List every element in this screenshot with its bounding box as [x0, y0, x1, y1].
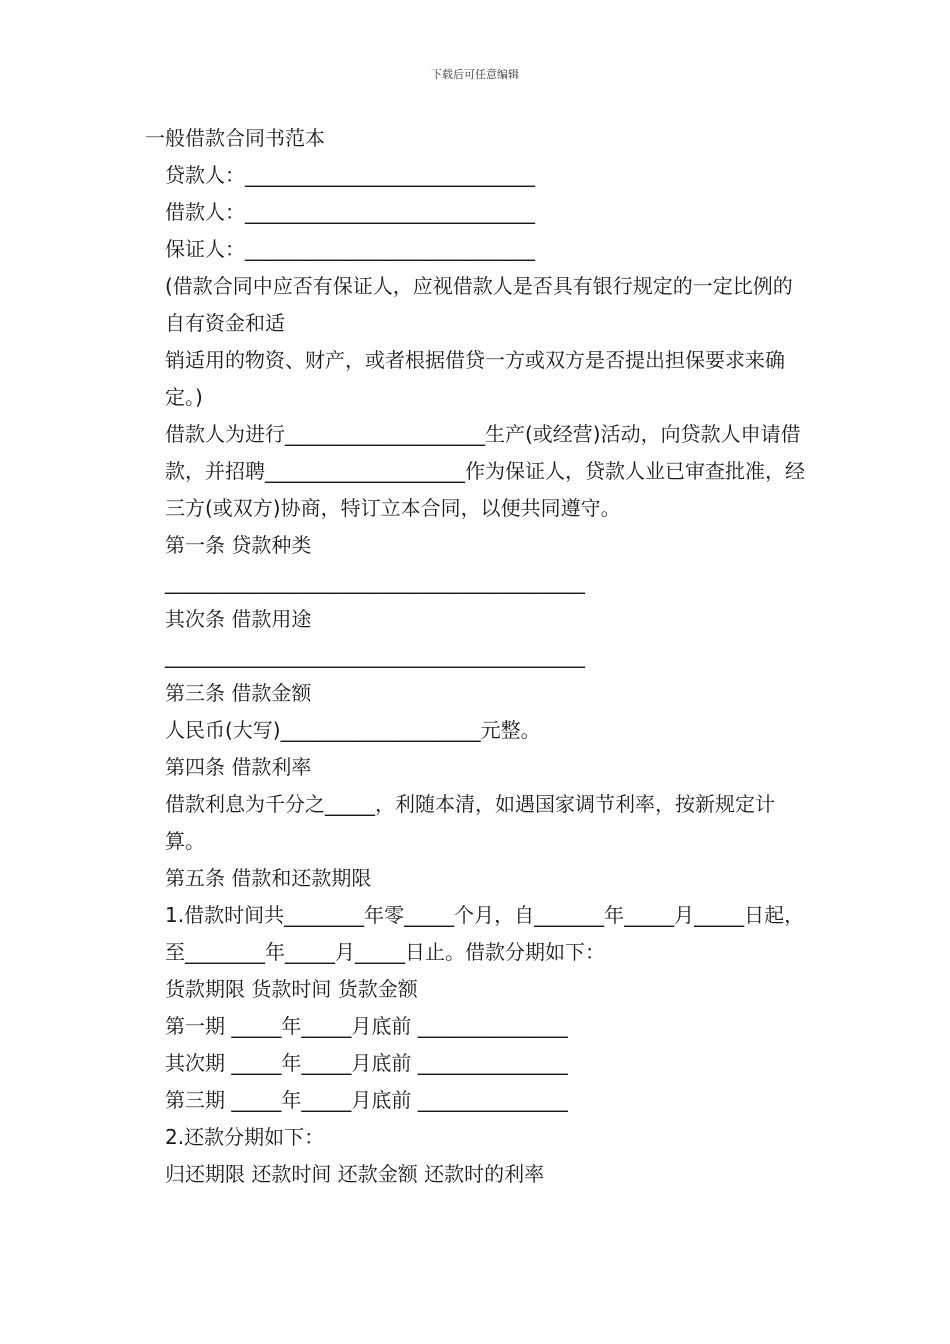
article-2-heading: 其次条 借款用途	[165, 607, 312, 631]
loan-period-paragraph: 1.借款时间共________年零_____个月，自_______年_____月_____日起，至________年_____月_____日止。借款分期如下：	[165, 903, 805, 964]
guarantor-note: (借款合同中应否有保证人，应视借款人是否具有银行规定的一定比例的自有资金和适	[165, 274, 793, 335]
document-title: 一般借款合同书范本	[145, 126, 325, 150]
article-2-blank: __________________________________________	[165, 644, 585, 668]
loan-schedule-row: 第三期 _____年_____月底前 _______________	[165, 1088, 568, 1112]
document-body	[145, 120, 810, 1193]
article-3-heading: 第三条 借款金额	[165, 681, 312, 705]
guarantor-note-cont: 销适用的物资、财产，或者根据借贷一方或双方是否提出担保要求来确定。)	[165, 348, 785, 409]
article-5-heading: 第五条 借款和还款期限	[165, 866, 372, 890]
loan-amount-line: 人民币(大写)____________________元整。	[165, 718, 541, 742]
article-1-heading: 第一条 贷款种类	[165, 533, 312, 557]
borrower-line: 借款人：_____________________________	[165, 200, 535, 224]
article-1-blank: __________________________________________	[165, 570, 585, 594]
preamble-paragraph: 借款人为进行____________________生产(或经营)活动，向贷款人申请借款，并招聘____________________作为保证人，贷款人业已审查批准，经三方(或双方)协商，特订立本合同，以便共同遵守。	[165, 422, 805, 520]
loan-schedule-row: 其次期 _____年_____月底前 _______________	[165, 1051, 568, 1075]
repayment-heading: 2.还款分期如下：	[165, 1125, 325, 1149]
repayment-schedule-header: 归还期限 还款时间 还款金额 还款时的利率	[165, 1162, 545, 1186]
lender-line: 贷款人：_____________________________	[165, 163, 535, 187]
page-header: 下载后可任意编辑	[431, 68, 519, 81]
interest-paragraph: 借款利息为千分之_____，利随本清，如遇国家调节利率，按新规定计算。	[165, 792, 775, 853]
guarantor-line: 保证人：_____________________________	[165, 237, 535, 261]
loan-schedule-row: 第一期 _____年_____月底前 _______________	[165, 1014, 568, 1038]
loan-schedule-header: 货款期限 货款时间 货款金额	[165, 977, 418, 1001]
article-4-heading: 第四条 借款利率	[165, 755, 312, 779]
